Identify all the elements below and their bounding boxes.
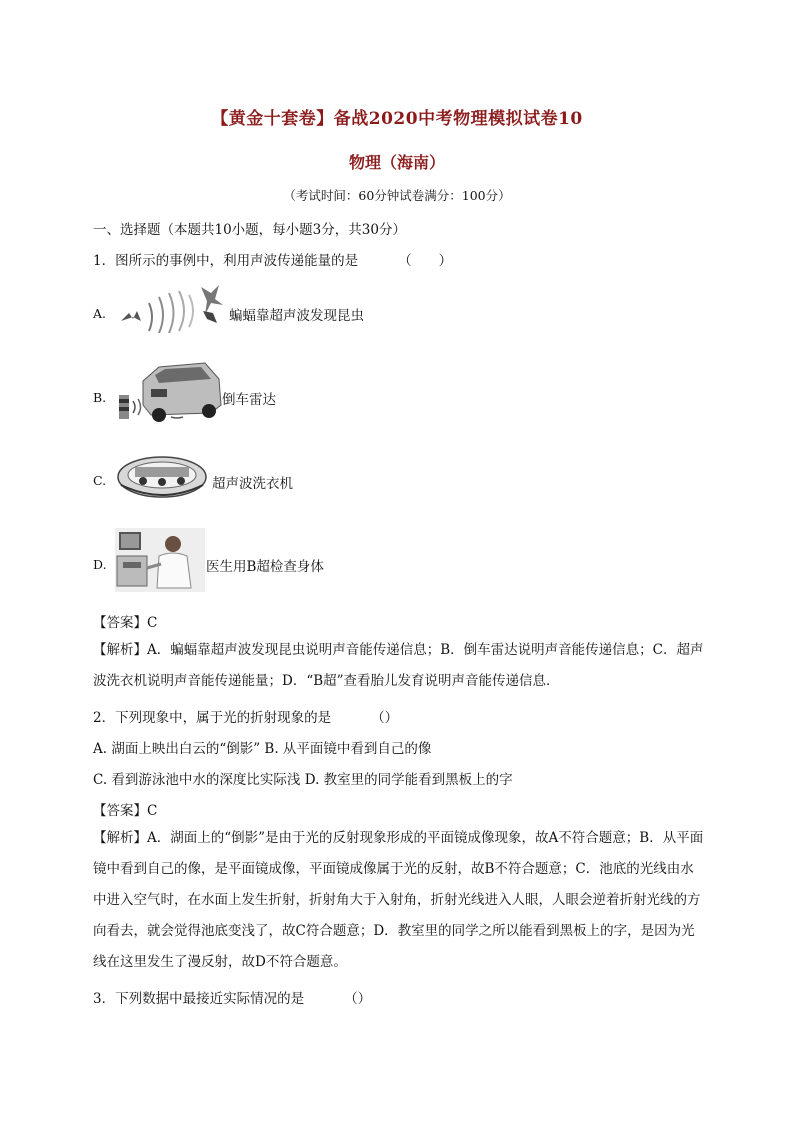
exam-info: （考试时间：60分钟试卷满分：100分） (283, 188, 511, 203)
option-a-letter: A. (93, 306, 107, 321)
bat-ultrasound-image (115, 283, 225, 333)
option-b-letter: B. (93, 390, 107, 405)
section-heading: 一、选择题（本题共10小题，每小题3分，共30分） (93, 222, 406, 238)
option-d-text: 医生用B超检查身体 (206, 559, 324, 575)
answer-bracket: （） (371, 710, 399, 726)
question-1-analysis: 【解析】A．蝙蝠靠超声波发现昆虫说明声音能传递信息；B．倒车雷达说明声音能传递信息；C．超声波洗衣机说明声音能传递能量；D．“B超”查看胎儿发育说明声音能传递信息． (93, 642, 704, 689)
option-a-text: 蝙蝠靠超声波发现昆虫 (229, 308, 364, 324)
ultrasonic-washer-image (115, 451, 209, 499)
exam-subtitle: 物理（海南） (348, 153, 445, 172)
option-b-text: 倒车雷达 (222, 392, 276, 408)
answer-bracket: （） (344, 991, 372, 1007)
exam-title: 【黄金十套卷】备战2020中考物理模拟试卷10 (211, 109, 583, 129)
question-1-stem (93, 249, 452, 269)
question-2-options-line-1: A. 湖面上映出白云的“倒影” B. 从平面镜中看到自己的像 (93, 741, 432, 757)
doctor-bultrasound-image (115, 528, 205, 592)
option-d-letter: D. (93, 557, 107, 572)
question-2-stem (93, 706, 398, 726)
question-2-options-line-2: C. 看到游泳池中水的深度比实际浅 D. 教室里的同学能看到黑板上的字 (93, 772, 513, 788)
question-2-answer: 【答案】C (93, 803, 158, 819)
question-2-analysis: 【解析】A．湖面上的“倒影”是由于光的反射现象形成的平面镜成像现象，故A不符合题意；B．从平面镜中看到自己的像，是平面镜成像，平面镜成像属于光的反射，故B不符合题意；C．池底的光线由水中进入空气时，在水面上发生折射，折射角大于入射角，折射光线进入人眼，人眼会逆着折射光线的方向看去，就会觉得池底变浅了，故C符合题意；D．教室里的同学之所以能看到黑板上的字，是因为光线在这里发生了漫反射，故D不符合题意。 (93, 830, 704, 970)
answer-bracket: （ ） (398, 253, 453, 269)
option-c-letter: C. (93, 473, 107, 488)
option-c-text: 超声波洗衣机 (212, 476, 293, 492)
question-2-text: 2．下列现象中，属于光的折射现象的是 (93, 710, 332, 726)
car-reverse-radar-image (115, 361, 225, 423)
question-3-text: 3．下列数据中最接近实际情况的是 (93, 991, 305, 1007)
question-1-answer: 【答案】C (93, 615, 158, 631)
question-1-text: 1．图所示的事例中，利用声波传递能量的是 (93, 253, 359, 269)
question-3-stem (93, 987, 371, 1007)
